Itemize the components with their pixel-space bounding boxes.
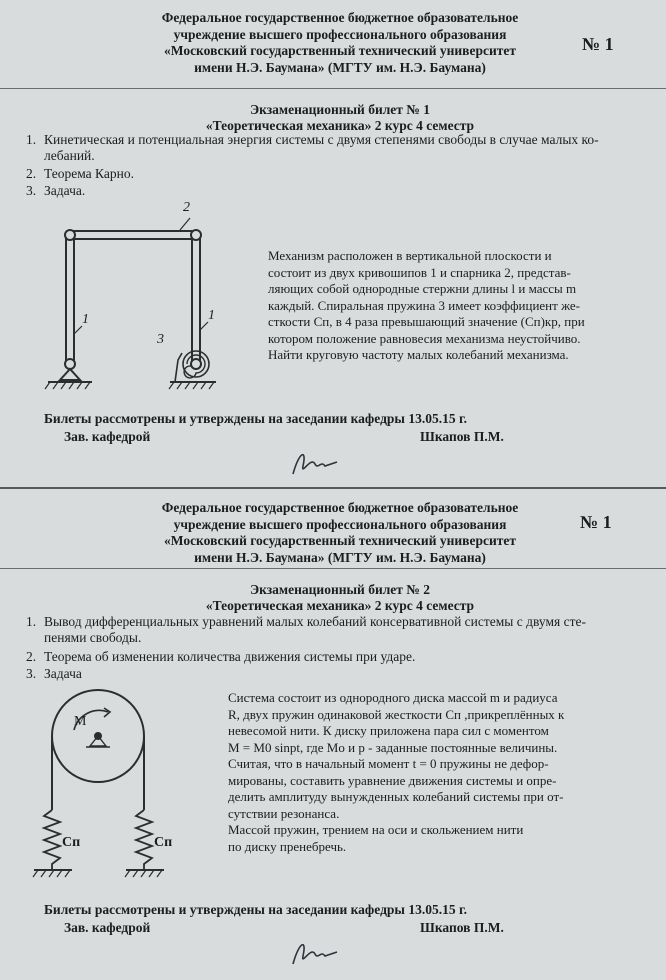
handwritten-signature <box>285 936 355 972</box>
label-moment: M <box>74 714 87 729</box>
exam-ticket-2 <box>0 488 666 980</box>
label-spring-3: 3 <box>157 332 164 347</box>
label-spring-left: Cп <box>62 835 81 850</box>
question-1: 1. Вывод дифференциальных уравнений малых колебаний консервативной системы с двумя сте- пенями свободы. <box>26 614 586 645</box>
header-divider <box>0 568 666 569</box>
approval-note: Билеты рассмотрены и утверждены на заседании кафедры 13.05.15 г. <box>44 902 467 917</box>
university-header: Федеральное государственное бюджетное образовательное учреждение высшего профессионального образования «Московский государственный технический университет имени Н.Э. Баумана» (МГТУ им. Н.Э. Баумана) <box>161 10 519 75</box>
university-header: Федеральное государственное бюджетное образовательное учреждение высшего профессионального образования «Московский государственный технический университет имени Н.Э. Баумана» (МГТУ им. Н.Э. Баумана) <box>161 500 519 565</box>
head-name: Шкапов П.М. <box>420 429 504 444</box>
problem-text: Система состоит из однородного диска массой m и радиуса R, двух пружин одинаковой жесткости Cп ,прикреплённых к невесомой нити. К диску приложена пара сил с моментом M = M0 sinpt, где Mo и p - заданные постоянные величины. Считая, что в начальный момент t = 0 пружины не дефор- мированы, составить уравнение движения системы и опре- делить амплитуду вынужденных колебаний системы при от- сутствии резонанса. Массой пружин, трением на оси и скольжением нити по диску пренебречь. <box>228 690 565 854</box>
question-2: 2. Теорема об изменении количества движения системы при ударе. <box>26 649 416 664</box>
head-label: Зав. кафедрой <box>64 920 151 935</box>
question-2: 2. Теорема Карно. <box>26 166 134 181</box>
mechanism-figure <box>40 200 250 400</box>
label-spring-right: Cп <box>154 835 173 850</box>
question-1: 1. Кинетическая и потенциальная энергия системы с двумя степенями свободы в случае малых ко- лебаний. <box>26 132 599 163</box>
label-crank-left-1: 1 <box>82 312 89 327</box>
ticket-number-badge: № 1 <box>580 512 612 532</box>
header-divider <box>0 88 666 89</box>
label-crank-right-1: 1 <box>208 308 215 323</box>
label-link-2: 2 <box>183 200 190 215</box>
disk-spring-figure <box>26 686 206 892</box>
approval-note: Билеты рассмотрены и утверждены на заседании кафедры 13.05.15 г. <box>44 411 467 426</box>
ticket-title: Экзаменационный билет № 1 «Теоретическая механика» 2 курс 4 семестр <box>205 102 475 133</box>
ticket-title: Экзаменационный билет № 2 «Теоретическая механика» 2 курс 4 семестр <box>205 582 475 613</box>
exam-ticket-1 <box>0 0 666 488</box>
problem-text: Механизм расположен в вертикальной плоскости и состоит из двух кривошипов 1 и спарника 2, представ- ляющих собой однородные стержни длины l и массы m каждый. Спиральная пружина 3 имеет коэффициент же- сткости Cп, в 4 раза превышающий значение (Cп)кр, при котором положение равновесия механизма неустойчиво. Найти круговую частоту малых колебаний механизма. <box>268 248 585 362</box>
question-3: 3. Задача <box>26 666 82 681</box>
question-3: 3. Задача. <box>26 183 86 198</box>
handwritten-signature <box>285 446 355 482</box>
ticket-number-badge: № 1 <box>582 34 614 54</box>
head-label: Зав. кафедрой <box>64 429 151 444</box>
head-name: Шкапов П.М. <box>420 920 504 935</box>
